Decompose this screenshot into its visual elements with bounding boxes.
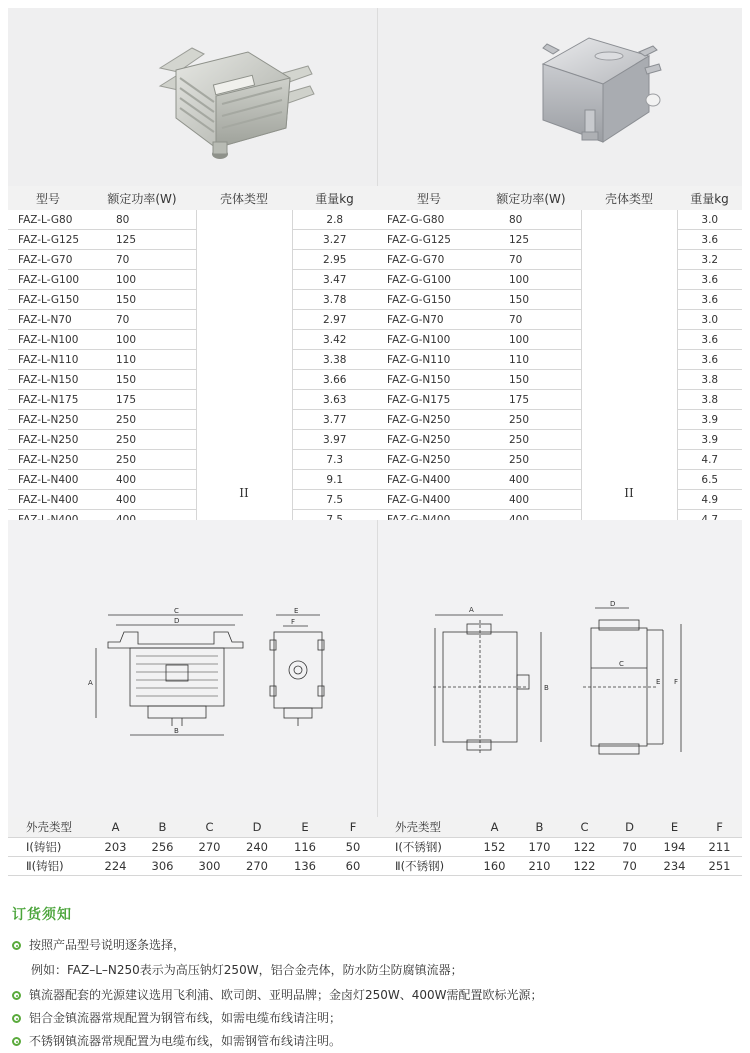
power-cell: 80	[481, 210, 581, 230]
dim-label-a: A	[469, 606, 474, 614]
dimension-cell: 194	[652, 838, 697, 857]
power-cell: 175	[481, 390, 581, 410]
dimension-cell: 306	[139, 857, 186, 876]
header-model: 型号	[8, 186, 88, 210]
note-text: 例如：FAZ–L–N250表示为高压钠灯250W，铝合金壳体，防水防尘防腐镇流器；	[31, 963, 463, 977]
model-cell: FAZ-G-N175	[377, 390, 481, 410]
power-cell: 70	[481, 250, 581, 270]
weight-cell: 2.95	[292, 250, 377, 270]
dimension-cell: 234	[652, 857, 697, 876]
power-cell: 70	[88, 250, 196, 270]
dimension-cell: 240	[233, 838, 281, 857]
model-cell: FAZ-L-N400	[8, 470, 88, 490]
aluminium-dimension-drawing	[8, 520, 377, 820]
dim-label-b: B	[174, 727, 179, 735]
note-text: 按照产品型号说明逐条选择，	[29, 938, 186, 952]
dimension-cell: 270	[186, 838, 233, 857]
note-item	[12, 986, 543, 1003]
note-text: 不锈钢镇流器常规配置为电缆布线，如需钢管布线请注明。	[29, 1034, 342, 1048]
model-cell: FAZ-L-G125	[8, 230, 88, 250]
stainless-ballast-photo	[377, 8, 742, 186]
weight-cell: 3.78	[292, 290, 377, 310]
weight-cell: 3.8	[677, 370, 742, 390]
weight-cell: 3.6	[677, 330, 742, 350]
dimension-cell: 211	[697, 838, 742, 857]
table-row	[8, 370, 377, 390]
weight-cell: 7.5	[292, 490, 377, 510]
model-cell: FAZ-L-N250	[8, 450, 88, 470]
dimension-cell: 122	[562, 838, 607, 857]
power-cell: 70	[481, 310, 581, 330]
aluminium-dimension-table	[8, 817, 377, 876]
table-row	[8, 250, 377, 270]
model-cell: FAZ-L-G80	[8, 210, 88, 230]
dimension-drawing-band	[8, 520, 742, 820]
dim-label-d: D	[610, 600, 616, 608]
table-row	[8, 470, 377, 490]
power-cell: 150	[88, 370, 196, 390]
shell-type-cell: Ⅰ(不锈钢)	[377, 838, 472, 857]
aluminium-dimension-body	[8, 817, 377, 876]
table-row	[377, 857, 742, 876]
model-cell: FAZ-G-N70	[377, 310, 481, 330]
shell-type-cell: II	[196, 210, 292, 530]
stainless-dimension-table	[377, 817, 742, 876]
weight-cell: 3.0	[677, 310, 742, 330]
power-cell: 110	[88, 350, 196, 370]
weight-cell: 3.6	[677, 230, 742, 250]
power-cell: 150	[88, 290, 196, 310]
note-item	[12, 1009, 341, 1026]
weight-cell: 6.5	[677, 470, 742, 490]
weight-cell: 3.77	[292, 410, 377, 430]
shell-type-cell: Ⅱ(不锈钢)	[377, 857, 472, 876]
power-cell: 100	[481, 330, 581, 350]
dimension-cell: 136	[281, 857, 329, 876]
power-cell: 250	[481, 450, 581, 470]
stainless-dimension-body	[377, 817, 742, 876]
dim-label-f: F	[291, 618, 296, 626]
aluminium-ballast-photo	[8, 8, 377, 186]
table-row	[8, 310, 377, 330]
table-row	[377, 490, 742, 510]
table-row	[377, 370, 742, 390]
dimension-cell: 160	[472, 857, 517, 876]
dimension-header-cell: F	[697, 817, 742, 838]
dim-label-e: E	[294, 607, 299, 615]
header-weight: 重量kg	[677, 186, 742, 210]
weight-cell: 3.47	[292, 270, 377, 290]
stainless-spec-table	[377, 186, 742, 530]
note-text: 镇流器配套的光源建议选用飞利浦、欧司朗、亚明品牌；金卤灯250W、400W需配置欧标光源；	[29, 988, 543, 1002]
table-row	[8, 390, 377, 410]
weight-cell: 7.3	[292, 450, 377, 470]
dim-label-f: F	[674, 678, 679, 686]
table-row	[377, 350, 742, 370]
dimension-header-cell: A	[472, 817, 517, 838]
dimension-header-cell: D	[233, 817, 281, 838]
header-shell: 壳体类型	[196, 186, 292, 210]
dimension-header-row	[377, 817, 742, 838]
shell-type-cell: II	[581, 210, 677, 530]
weight-cell: 3.6	[677, 350, 742, 370]
model-cell: FAZ-L-N100	[8, 330, 88, 350]
model-cell: FAZ-G-N250	[377, 410, 481, 430]
power-cell: 80	[88, 210, 196, 230]
table-row	[8, 210, 377, 230]
dimension-header-cell: D	[607, 817, 652, 838]
dimension-header-cell: 外壳类型	[377, 817, 472, 838]
dimension-header-row	[8, 817, 377, 838]
dimension-cell: 224	[92, 857, 139, 876]
table-row	[377, 250, 742, 270]
table-row	[377, 450, 742, 470]
dimension-cell: 203	[92, 838, 139, 857]
dimension-cell: 251	[697, 857, 742, 876]
power-cell: 400	[88, 490, 196, 510]
bullet-icon	[12, 991, 21, 1000]
model-cell: FAZ-L-N70	[8, 310, 88, 330]
dimension-cell: 152	[472, 838, 517, 857]
weight-cell: 9.1	[292, 470, 377, 490]
power-cell: 70	[88, 310, 196, 330]
model-cell: FAZ-L-G70	[8, 250, 88, 270]
bullet-icon	[12, 1037, 21, 1046]
dimension-cell: 256	[139, 838, 186, 857]
model-cell: FAZ-G-N400	[377, 470, 481, 490]
model-cell: FAZ-L-N250	[8, 410, 88, 430]
stainless-spec-body	[377, 210, 742, 530]
table-row	[377, 330, 742, 350]
table-row	[8, 350, 377, 370]
table-row	[8, 857, 377, 876]
weight-cell: 3.42	[292, 330, 377, 350]
product-photo-band	[8, 8, 742, 186]
model-cell: FAZ-L-N150	[8, 370, 88, 390]
shell-type-cell: Ⅰ(铸铝)	[8, 838, 92, 857]
power-cell: 250	[481, 430, 581, 450]
power-cell: 110	[481, 350, 581, 370]
dimension-header-cell: E	[281, 817, 329, 838]
power-cell: 150	[481, 290, 581, 310]
table-row	[377, 430, 742, 450]
weight-cell: 3.8	[677, 390, 742, 410]
header-shell: 壳体类型	[581, 186, 677, 210]
dimension-cell: 300	[186, 857, 233, 876]
stainless-dimension-drawing	[377, 520, 742, 820]
dimension-header-cell: E	[652, 817, 697, 838]
power-cell: 400	[481, 490, 581, 510]
weight-cell: 4.7	[677, 450, 742, 470]
power-cell: 175	[88, 390, 196, 410]
model-cell: FAZ-G-G150	[377, 290, 481, 310]
dimension-cell: 60	[329, 857, 377, 876]
dimension-cell: 122	[562, 857, 607, 876]
header-power: 额定功率(W)	[88, 186, 196, 210]
model-cell: FAZ-G-N110	[377, 350, 481, 370]
weight-cell: 2.8	[292, 210, 377, 230]
weight-cell: 3.97	[292, 430, 377, 450]
bullet-icon	[12, 1014, 21, 1023]
power-cell: 250	[88, 450, 196, 470]
dim-label-c: C	[174, 607, 179, 615]
model-cell: FAZ-G-G125	[377, 230, 481, 250]
dimension-header-cell: B	[517, 817, 562, 838]
model-cell: FAZ-G-G100	[377, 270, 481, 290]
table-row	[8, 490, 377, 510]
power-cell: 100	[88, 330, 196, 350]
table-row	[8, 450, 377, 470]
power-cell: 250	[481, 410, 581, 430]
header-power: 额定功率(W)	[481, 186, 581, 210]
power-cell: 125	[481, 230, 581, 250]
power-cell: 400	[88, 470, 196, 490]
table-row	[377, 270, 742, 290]
table-row	[377, 470, 742, 490]
table-row	[8, 330, 377, 350]
dimension-cell: 210	[517, 857, 562, 876]
dimension-cell: 70	[607, 857, 652, 876]
model-cell: FAZ-G-N250	[377, 450, 481, 470]
model-cell: FAZ-L-N110	[8, 350, 88, 370]
model-cell: FAZ-G-N100	[377, 330, 481, 350]
table-row	[8, 230, 377, 250]
table-row	[377, 230, 742, 250]
weight-cell: 3.38	[292, 350, 377, 370]
power-cell: 125	[88, 230, 196, 250]
power-cell: 150	[481, 370, 581, 390]
shell-type-cell: Ⅱ(铸铝)	[8, 857, 92, 876]
note-item	[12, 1032, 341, 1049]
dimension-cell: 116	[281, 838, 329, 857]
power-cell: 400	[481, 470, 581, 490]
weight-cell: 3.66	[292, 370, 377, 390]
model-cell: FAZ-G-G80	[377, 210, 481, 230]
dim-label-c: C	[619, 660, 624, 668]
model-cell: FAZ-G-N150	[377, 370, 481, 390]
note-item	[12, 936, 185, 953]
model-cell: FAZ-L-N175	[8, 390, 88, 410]
table-row	[377, 390, 742, 410]
dimension-header-cell: C	[186, 817, 233, 838]
note-text: 铝合金镇流器常规配置为钢管布线，如需电缆布线请注明；	[29, 1011, 342, 1025]
dim-label-a: A	[88, 679, 93, 687]
weight-cell: 3.9	[677, 430, 742, 450]
dim-label-d: D	[174, 617, 180, 625]
note-example	[31, 961, 463, 978]
aluminium-spec-body	[8, 210, 377, 530]
header-weight: 重量kg	[292, 186, 377, 210]
table-row	[377, 210, 742, 230]
weight-cell: 3.2	[677, 250, 742, 270]
table-row	[377, 838, 742, 857]
table-row	[8, 838, 377, 857]
dimension-cell: 70	[607, 838, 652, 857]
weight-cell: 3.6	[677, 270, 742, 290]
dimension-header-cell: A	[92, 817, 139, 838]
bullet-icon	[12, 941, 21, 950]
header-model: 型号	[377, 186, 481, 210]
weight-cell: 2.97	[292, 310, 377, 330]
model-cell: FAZ-L-G100	[8, 270, 88, 290]
dimension-header-cell: B	[139, 817, 186, 838]
model-cell: FAZ-G-N400	[377, 490, 481, 510]
dim-label-e: E	[656, 678, 661, 686]
model-cell: FAZ-G-N250	[377, 430, 481, 450]
notes-title: 订货须知	[12, 907, 72, 923]
weight-cell: 3.63	[292, 390, 377, 410]
weight-cell: 3.0	[677, 210, 742, 230]
weight-cell: 4.9	[677, 490, 742, 510]
dimension-header-cell: C	[562, 817, 607, 838]
table-row	[377, 290, 742, 310]
model-cell: FAZ-L-N250	[8, 430, 88, 450]
dimension-header-cell: 外壳类型	[8, 817, 92, 838]
dimension-header-cell: F	[329, 817, 377, 838]
weight-cell: 3.27	[292, 230, 377, 250]
power-cell: 100	[481, 270, 581, 290]
weight-cell: 3.6	[677, 290, 742, 310]
weight-cell: 3.9	[677, 410, 742, 430]
power-cell: 250	[88, 430, 196, 450]
power-cell: 250	[88, 410, 196, 430]
table-row	[8, 270, 377, 290]
dimension-cell: 50	[329, 838, 377, 857]
model-cell: FAZ-L-G150	[8, 290, 88, 310]
table-row	[8, 430, 377, 450]
model-cell: FAZ-G-G70	[377, 250, 481, 270]
table-row	[8, 290, 377, 310]
model-cell: FAZ-L-N400	[8, 490, 88, 510]
table-row	[377, 310, 742, 330]
aluminium-spec-table	[8, 186, 377, 530]
table-row	[8, 410, 377, 430]
dimension-cell: 270	[233, 857, 281, 876]
table-row	[377, 410, 742, 430]
power-cell: 100	[88, 270, 196, 290]
dim-label-b: B	[544, 684, 549, 692]
dimension-cell: 170	[517, 838, 562, 857]
